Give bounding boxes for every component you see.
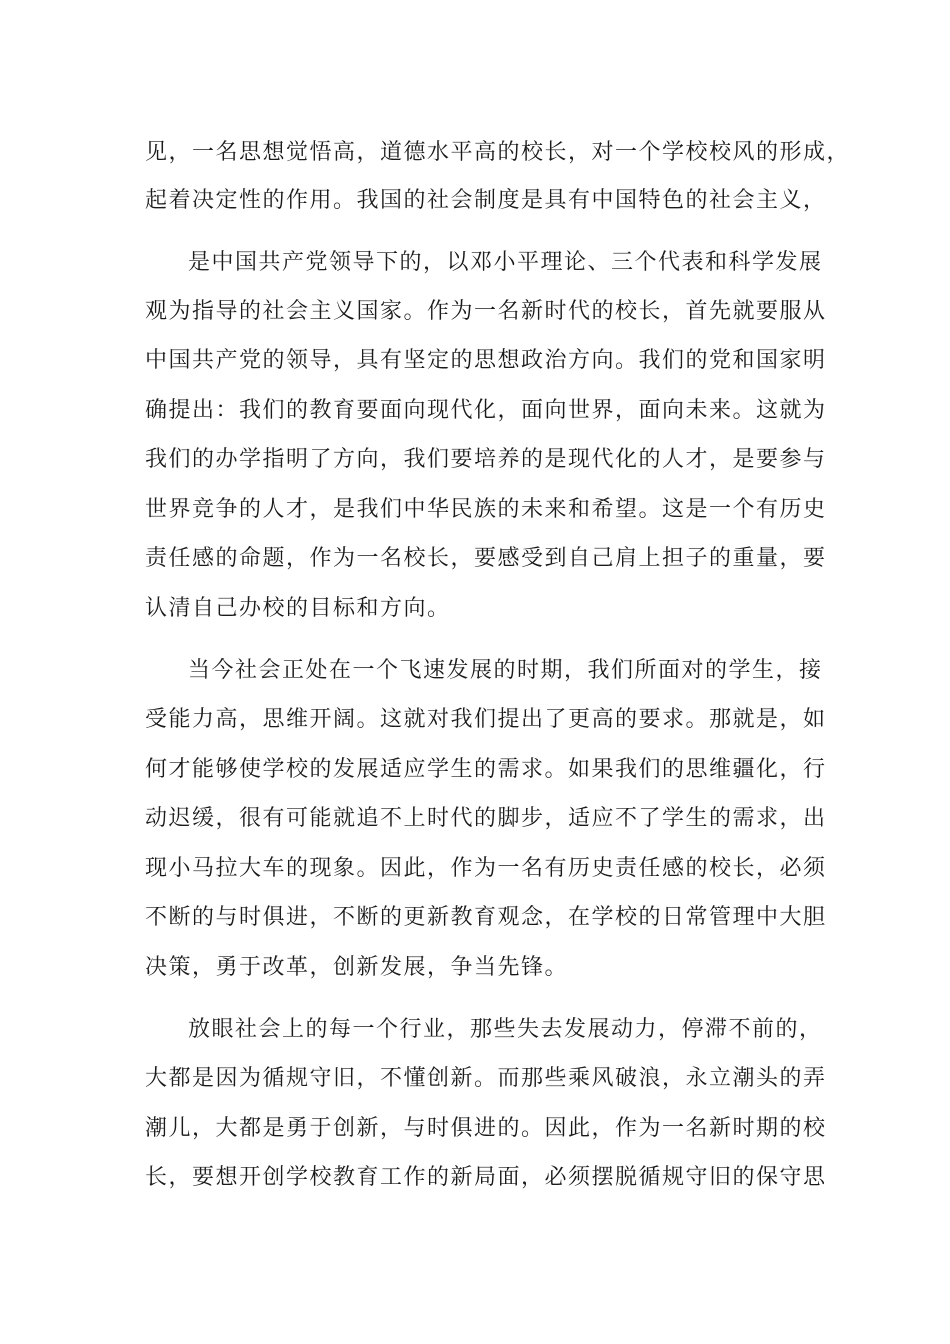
text-line: 大都是因为循规守旧，不懂创新。而那些乘风破浪，永立潮头的弄 bbox=[145, 1066, 827, 1091]
text-line: 中国共产党的领导，具有坚定的思想政治方向。我们的党和国家明 bbox=[145, 348, 827, 373]
text-line: 确提出：我们的教育要面向现代化，面向世界，面向未来。这就为 bbox=[145, 398, 827, 423]
text-line: 受能力高，思维开阔。这就对我们提出了更高的要求。那就是，如 bbox=[145, 707, 827, 732]
text-line: 认清自己办校的目标和方向。 bbox=[145, 596, 451, 621]
text-line: 见，一名思想觉悟高，道德水平高的校长，对一个学校校风的形成， bbox=[145, 140, 851, 165]
text-line: 是中国共产党领导下的，以邓小平理论、三个代表和科学发展 bbox=[188, 250, 823, 275]
text-line: 长，要想开创学校教育工作的新局面，必须摆脱循规守旧的保守思 bbox=[145, 1165, 827, 1190]
text-line: 放眼社会上的每一个行业，那些失去发展动力，停滞不前的， bbox=[188, 1017, 823, 1042]
text-line: 不断的与时俱进，不断的更新教育观念，在学校的日常管理中大胆 bbox=[145, 905, 827, 930]
text-line: 我们的办学指明了方向，我们要培养的是现代化的人才，是要参与 bbox=[145, 447, 827, 472]
text-line: 世界竞争的人才，是我们中华民族的未来和希望。这是一个有历史 bbox=[145, 497, 827, 522]
text-line: 当今社会正处在一个飞速发展的时期，我们所面对的学生，接 bbox=[188, 658, 823, 683]
text-line: 潮儿，大都是勇于创新，与时俱进的。因此，作为一名新时期的校 bbox=[145, 1116, 827, 1141]
text-line: 何才能够使学校的发展适应学生的需求。如果我们的思维疆化，行 bbox=[145, 757, 827, 782]
text-line: 责任感的命题，作为一名校长，要感受到自己肩上担子的重量，要 bbox=[145, 546, 827, 571]
text-line: 观为指导的社会主义国家。作为一名新时代的校长，首先就要服从 bbox=[145, 299, 827, 324]
text-line: 决策，勇于改革，创新发展，争当先锋。 bbox=[145, 955, 569, 980]
text-line: 起着决定性的作用。我国的社会制度是具有中国特色的社会主义， bbox=[145, 188, 827, 213]
text-line: 现小马拉大车的现象。因此，作为一名有历史责任感的校长，必须 bbox=[145, 856, 827, 881]
text-line: 动迟缓，很有可能就追不上时代的脚步，适应不了学生的需求，出 bbox=[145, 806, 827, 831]
